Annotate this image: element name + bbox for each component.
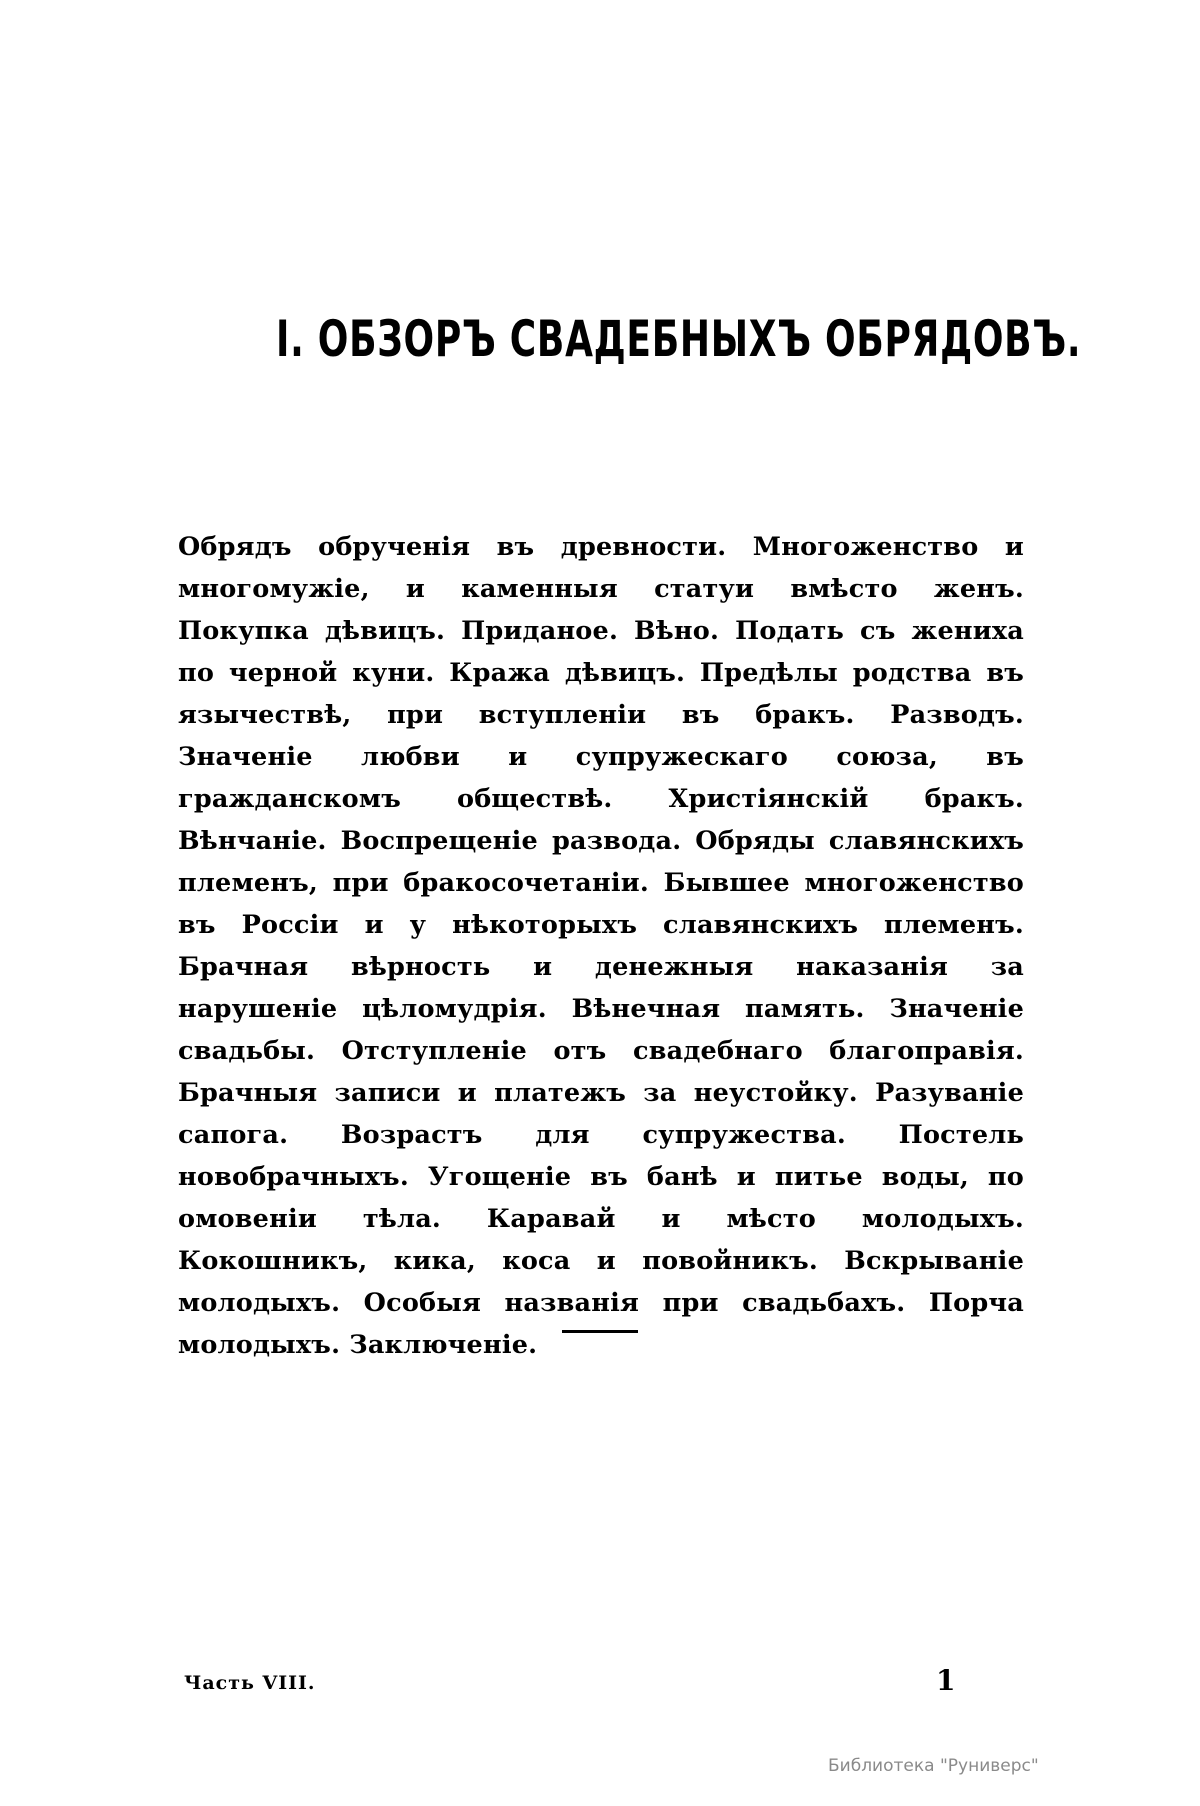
library-watermark: Библиотека "Руниверс" xyxy=(828,1756,1039,1776)
chapter-summary: Обрядъ обрученія въ древности. Многоженство и многомужіе, и каменныя статуи вмѣсто женъ. Покупка дѣвицъ. Приданое. Вѣно. Подать съ жениха по черной куни. Кража дѣвицъ. Предѣлы родства въ язычествѣ, при вступленіи въ бракъ. Разводъ. Значеніе любви и супружескаго союза, въ гражданскомъ обществѣ. Христіянскій бракъ. Вѣнчаніе. Воспрещеніе развода. Обряды славянскихъ племенъ, при бракосочетаніи. Бывшее многоженство въ Россіи и у нѣкоторыхъ славянскихъ племенъ. Брачная вѣрность и денежныя наказанія за нарушеніе цѣломудрія. Вѣнечная память. Значеніе свадьбы. Отступленіе отъ свадебнаго благоправія. Брачныя записи и платежъ за неустойку. Разуваніе сапога. Возрастъ для супружества. Постель новобрачныхъ. Угощеніе въ банѣ и питье воды, по омовеніи тѣла. Каравай и мѣсто молодыхъ. Кокошникъ, кика, коса и повойникъ. Вскрываніе молодыхъ. Особыя названія при свадьбахъ. Порча молодыхъ. Заключеніе. xyxy=(178,532,1024,1360)
footer-signature: Часть VIII. xyxy=(184,1672,316,1694)
separator-rule xyxy=(562,1330,638,1333)
chapter-title: I. ОБЗОРЪ СВАДЕБНЫХЪ ОБРЯДОВЪ. xyxy=(276,310,1082,368)
page-number: 1 xyxy=(936,1664,956,1697)
